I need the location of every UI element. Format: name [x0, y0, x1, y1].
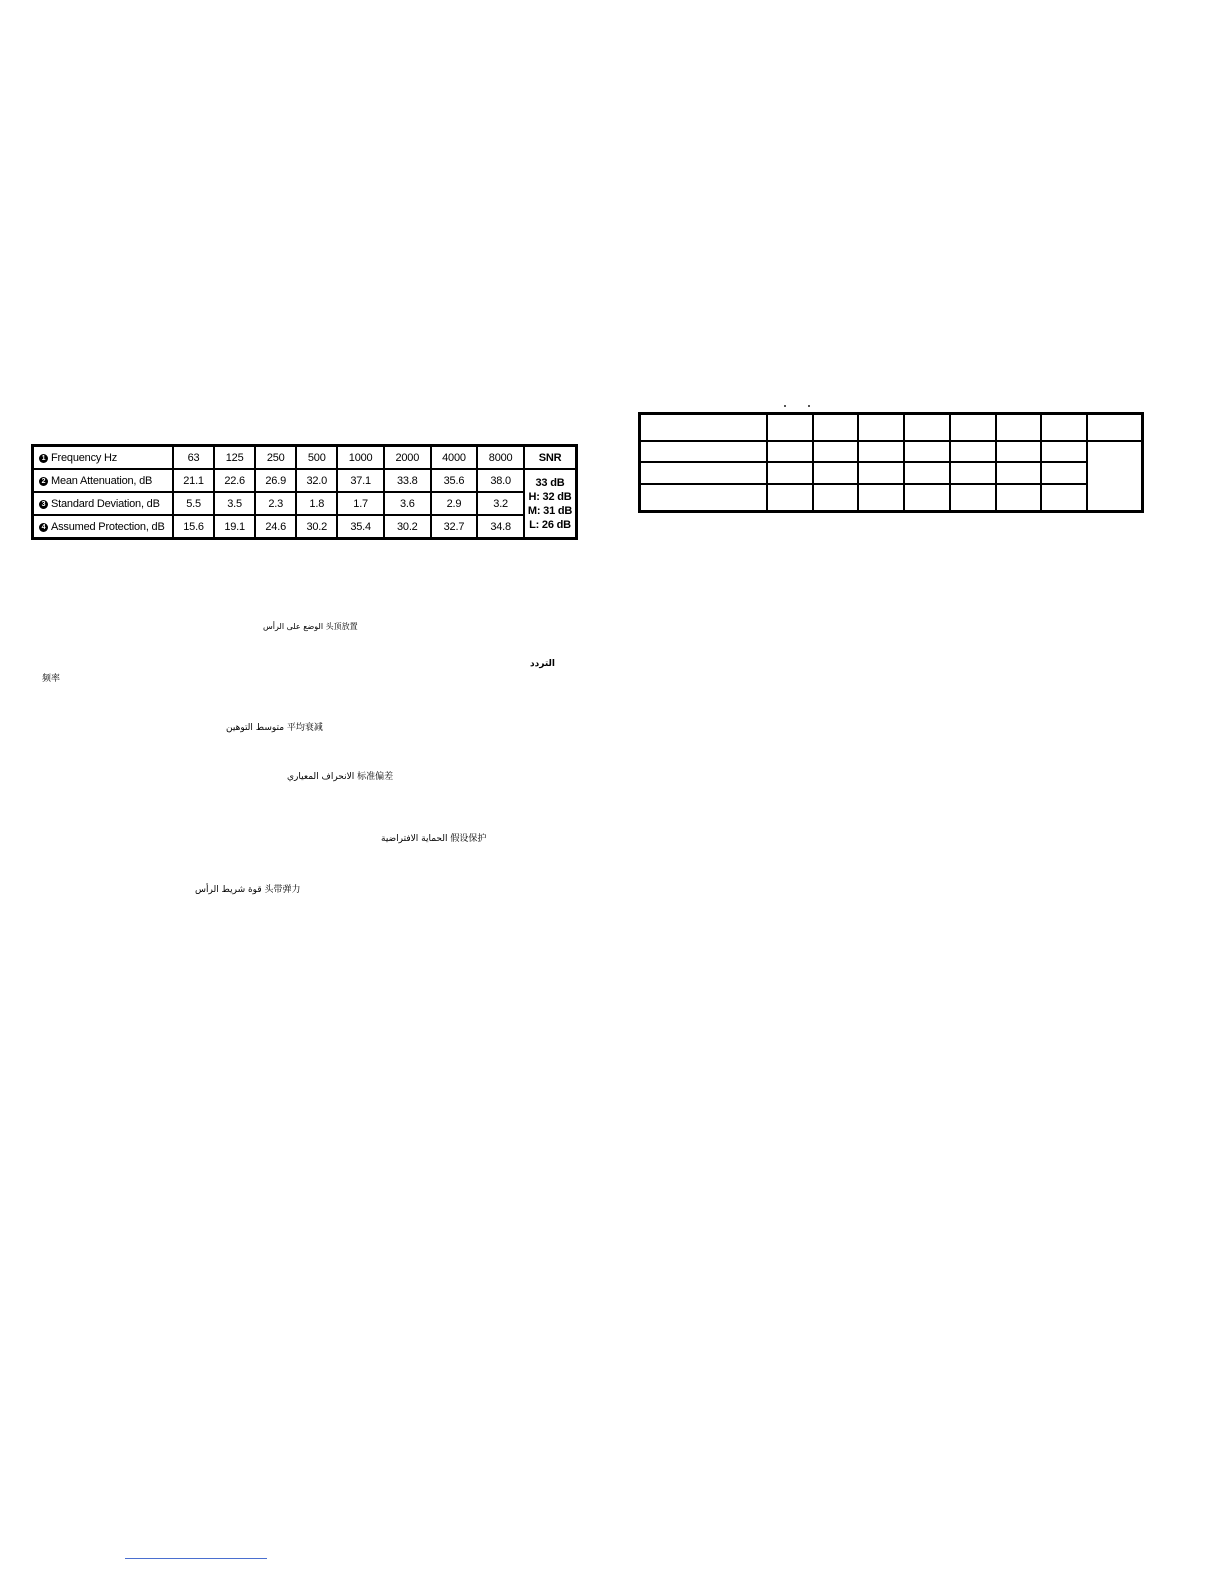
table-cell: 8000: [477, 446, 524, 470]
table-cell: 1.8: [296, 492, 337, 515]
table-row: [640, 462, 1143, 484]
table-row: [640, 414, 1143, 441]
table-row: [640, 441, 1143, 463]
table-cell: [640, 462, 768, 484]
table-cell: 1.7: [337, 492, 384, 515]
standard-deviation-label: Standard Deviation, dB: [51, 497, 160, 510]
table-cell: 33.8: [384, 469, 431, 492]
marker-3-icon: 3: [39, 500, 48, 509]
table-cell: [950, 484, 996, 511]
footer-rule: [125, 1558, 267, 1559]
row-label: [33, 469, 174, 492]
row-label: [33, 515, 174, 539]
table-cell: 30.2: [296, 515, 337, 539]
table-cell: 21.1: [173, 469, 214, 492]
table-cell: 34.8: [477, 515, 524, 539]
table-cell: 22.6: [214, 469, 255, 492]
table-cell: [640, 414, 768, 441]
table-cell: 3.6: [384, 492, 431, 515]
marker-4-icon: 4: [39, 523, 48, 532]
table-row: [33, 515, 577, 539]
table-cell: 32.7: [431, 515, 478, 539]
marker-2-icon: 2: [39, 477, 48, 486]
table-cell: [1087, 441, 1143, 512]
table-cell: 125: [214, 446, 255, 470]
table-cell: [858, 484, 904, 511]
table-cell: 63: [173, 446, 214, 470]
table-cell: [1041, 414, 1087, 441]
table-cell: [996, 462, 1042, 484]
table-cell: 32.0: [296, 469, 337, 492]
table-cell: [950, 441, 996, 463]
table-cell: [1041, 441, 1087, 463]
blank-table: [638, 412, 1144, 513]
snr-header: SNR: [524, 446, 577, 470]
note-frequency-zh: 频率: [42, 674, 61, 684]
snr-value: 33 dB: [535, 476, 565, 489]
table-cell: [767, 462, 813, 484]
table-cell: 3.5: [214, 492, 255, 515]
table-cell: 38.0: [477, 469, 524, 492]
note-mean-attenuation: متوسط التوهين 平均衰减: [226, 723, 323, 733]
table-row: [33, 469, 577, 492]
table-row: [33, 446, 577, 470]
table-cell: 35.4: [337, 515, 384, 539]
table-row: [640, 484, 1143, 511]
table-cell: [904, 462, 950, 484]
mean-attenuation-label: Mean Attenuation, dB: [51, 474, 153, 487]
table-row: [33, 492, 577, 515]
table-cell: [813, 441, 859, 463]
table-cell: 5.5: [173, 492, 214, 515]
table-cell: [640, 484, 768, 511]
table-cell: 30.2: [384, 515, 431, 539]
table-cell: 2000: [384, 446, 431, 470]
assumed-protection-label: Assumed Protection, dB: [51, 520, 165, 533]
table-cell: 26.9: [255, 469, 296, 492]
frequency-label: Frequency Hz: [51, 451, 118, 464]
table-cell: 500: [296, 446, 337, 470]
row-label: [33, 446, 174, 470]
table-cell: [858, 441, 904, 463]
table-cell: 37.1: [337, 469, 384, 492]
table-cell: 15.6: [173, 515, 214, 539]
note-headband-force: قوة شريط الرأس 头带弹力: [195, 885, 301, 895]
table-cell: 4000: [431, 446, 478, 470]
note-standard-deviation: الانحراف المعياري 标准偏差: [287, 772, 394, 782]
table-cell: [767, 414, 813, 441]
table-cell: 19.1: [214, 515, 255, 539]
table-cell: 24.6: [255, 515, 296, 539]
table-cell: [813, 484, 859, 511]
table-cell: [996, 414, 1042, 441]
snr-m-value: M: 31 dB: [527, 504, 573, 517]
table-cell: [996, 441, 1042, 463]
marker-1-icon: 1: [39, 454, 48, 463]
note-assumed-protection: الحماية الافتراضية 假设保护: [381, 834, 487, 844]
table-cell: [813, 462, 859, 484]
table-cell: 2.3: [255, 492, 296, 515]
table-cell: [950, 414, 996, 441]
note-frequency-ar: التردد: [530, 659, 555, 669]
table-cell: [767, 441, 813, 463]
table-cell: [904, 441, 950, 463]
snr-l-value: L: 26 dB: [529, 518, 571, 531]
table-cell: [813, 414, 859, 441]
table-cell: [996, 484, 1042, 511]
snr-values: [524, 469, 577, 539]
table-cell: 250: [255, 446, 296, 470]
table-cell: 1000: [337, 446, 384, 470]
table-cell: [904, 414, 950, 441]
table-cell: [1041, 462, 1087, 484]
table-cell: 35.6: [431, 469, 478, 492]
mark-dot: [784, 405, 786, 407]
table-cell: 3.2: [477, 492, 524, 515]
mark-dot: [808, 405, 810, 407]
table-cell: 2.9: [431, 492, 478, 515]
table-cell: [1041, 484, 1087, 511]
snr-h-value: H: 32 dB: [528, 490, 572, 503]
table-cell: [767, 484, 813, 511]
table-cell: [904, 484, 950, 511]
table-cell: [858, 462, 904, 484]
row-label: [33, 492, 174, 515]
table-cell: [1087, 414, 1143, 441]
table-cell: [858, 414, 904, 441]
note-head-position: الوضع على الرأس 头顶放置: [263, 622, 358, 631]
attenuation-table: [31, 444, 578, 540]
table-cell: [950, 462, 996, 484]
table-cell: [640, 441, 768, 463]
